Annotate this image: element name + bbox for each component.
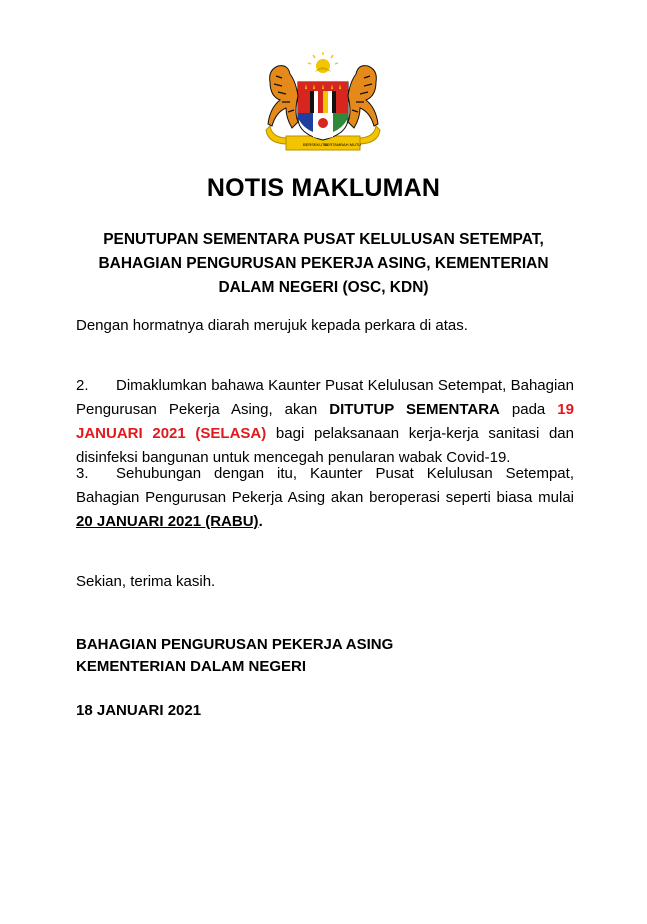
paragraph-2-text-b: pada: [499, 401, 558, 418]
subject-line-3: DALAM NEGERI (OSC, KDN): [218, 279, 429, 296]
paragraph-2-number: 2.: [76, 377, 89, 394]
subject-line-2: BAHAGIAN PENGURUSAN PEKERJA ASING, KEMENTERIAN: [98, 255, 549, 272]
closing-line: Sekian, terima kasih.: [76, 573, 216, 590]
crest-ribbon-left-text: BERSEKUTU: [303, 142, 328, 147]
closure-date: 19 JANUARI 2021 (SELASA): [76, 401, 574, 442]
notice-title: NOTIS MAKLUMAN: [206, 174, 441, 202]
closure-notice: DITUTUP SEMENTARA: [329, 401, 500, 418]
signature-block: [76, 634, 574, 678]
notice-date: 18 JANUARI 2021: [76, 702, 202, 719]
paragraph-3: [76, 462, 574, 534]
signature-ministry: KEMENTERIAN DALAM NEGERI: [76, 658, 307, 675]
paragraph-3-number: 3.: [76, 465, 89, 482]
malaysia-coat-of-arms-icon: [258, 52, 388, 162]
notice-subject: [60, 228, 587, 300]
paragraph-2-text-a: Dimaklumkan bahawa Kaunter Pusat Kelulusan Setempat, Bahagian Pengurusan Pekerja Asing, akan: [76, 377, 574, 418]
paragraph-2: [76, 374, 574, 470]
paragraph-2-text-c: bagi pelaksanaan kerja-kerja sanitasi dan disinfeksi bangunan untuk mencegah penularan wabak Covid-19.: [76, 425, 574, 466]
signature-division: BAHAGIAN PENGURUSAN PEKERJA ASING: [76, 636, 394, 653]
paragraph-3-text-b: .: [258, 513, 263, 530]
subject-line-1: PENUTUPAN SEMENTARA PUSAT KELULUSAN SETEMPAT,: [103, 231, 544, 248]
paragraph-3-text-a: Sehubungan dengan itu, Kaunter Pusat Kelulusan Setempat, Bahagian Pengurusan Pekerja Asing akan beroperasi seperti biasa mulai: [76, 465, 574, 506]
opening-paragraph: Dengan hormatnya diarah merujuk kepada perkara di atas.: [76, 317, 468, 334]
crest-ribbon-right-text: BERTAMBAH MUTU: [324, 142, 362, 147]
reopening-date: 20 JANUARI 2021 (RABU): [76, 513, 259, 530]
